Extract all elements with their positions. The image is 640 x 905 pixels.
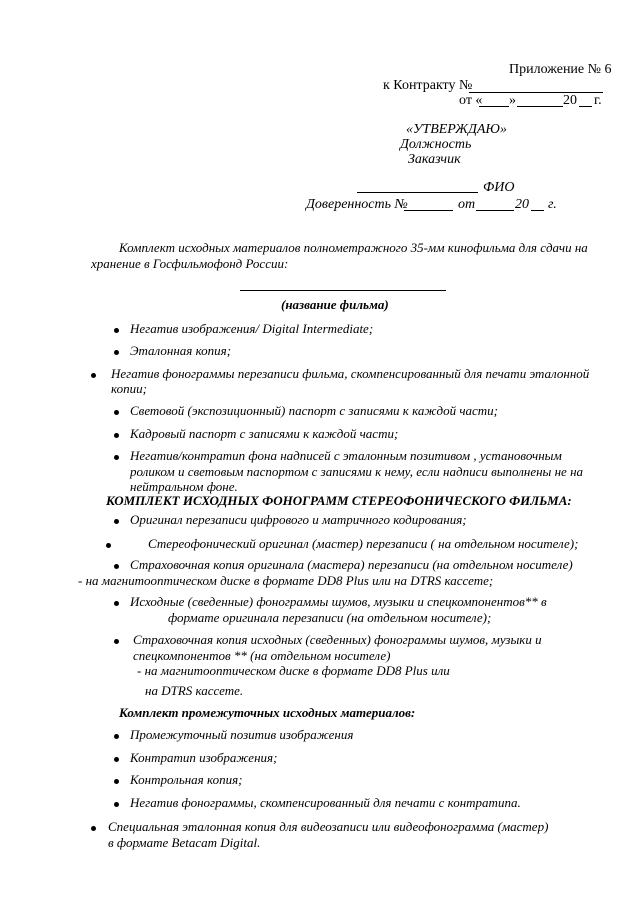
bullet-icon (114, 433, 119, 438)
appendix-number: Приложение № 6 (509, 62, 612, 77)
film-name-caption: (название фильма) (281, 297, 389, 312)
list-item: Промежуточный позитив изображения (130, 727, 354, 742)
list-item-continuation: формате оригинала перезаписи (на отдельном носителе); (168, 610, 492, 625)
list-item: Специальная эталонная копия для видеозаписи или видеофонограмма (мастер) (108, 819, 549, 834)
list-item: Эталонная копия; (130, 343, 232, 358)
poa-from-label: от (458, 197, 476, 212)
bullet-icon (114, 757, 119, 762)
list-item: Страховочная копия оригинала (мастера) перезаписи (на отдельном носителе) (130, 557, 573, 572)
position-label: Должность (400, 137, 472, 152)
list-item: Контрольная копия; (130, 772, 243, 787)
contract-year-suffix: г. (594, 93, 602, 108)
list-item-continuation: в формате Betacam Digital. (108, 835, 261, 850)
contract-day-line (479, 106, 509, 107)
approve-label: «УТВЕРЖДАЮ» (406, 122, 507, 137)
power-of-attorney-label: Доверенность № (306, 197, 408, 212)
list-item-continuation: - на магнитооптическом диске в формате DD8 Plus или (137, 663, 450, 678)
contract-number-line (469, 92, 603, 93)
bullet-icon (114, 639, 119, 644)
list-item: Негатив фонограммы, скомпенсированный для печати с контратипа. (130, 795, 521, 810)
list-item-continuation: на DTRS кассете. (145, 683, 244, 698)
fio-label: ФИО (483, 180, 515, 195)
list-item-continuation: спецкомпонентов ** (на отдельном носителе) (133, 648, 391, 663)
list-item: Страховочная копия исходных (сведенных) фонограммы шумов, музыки и (133, 632, 542, 647)
list-item-continuation: - на магнитооптическом диске в формате DD8 Plus или на DTRS кассете; (78, 573, 494, 588)
contract-label: к Контракту № (383, 78, 473, 93)
list-item: Световой (экспозиционный) паспорт с записями к каждой части; (130, 403, 499, 418)
list-item: Контратип изображения; (130, 750, 278, 765)
bullet-icon (114, 519, 119, 524)
list-item: Негатив изображения/ Digital Intermediate; (130, 321, 374, 336)
bullet-icon (106, 543, 111, 548)
contract-month-line (517, 106, 563, 107)
bullet-icon (114, 802, 119, 807)
contract-date-prefix: от « (459, 93, 483, 108)
bullet-icon (114, 601, 119, 606)
film-name-line (240, 290, 446, 291)
poa-year-suffix: г. (548, 197, 557, 212)
bullet-icon (114, 410, 119, 415)
bullet-icon (91, 373, 96, 378)
intro-line-1: Комплект исходных материалов полнометражного 35-мм кинофильма для сдачи на (119, 240, 588, 255)
signature-line (357, 192, 478, 193)
list-item-continuation: роликом и световым паспортом с записями к нему, если надписи выполнены не на (130, 464, 584, 479)
bullet-icon (114, 564, 119, 569)
contract-year-line (579, 106, 592, 107)
poa-year-line (531, 210, 544, 211)
list-item: Оригинал перезаписи цифрового и матричного кодирования; (130, 512, 467, 527)
section-2-title: КОМПЛЕКТ ИСХОДНЫХ ФОНОГРАММ СТЕРЕОФОНИЧЕСКОГО ФИЛЬМА: (106, 493, 572, 508)
list-item: Негатив/контратип фона надписей с эталонным позитивом , установочным (130, 448, 562, 463)
list-item: Кадровый паспорт с записями к каждой части; (130, 426, 399, 441)
list-item: Стереофонический оригинал (мастер) перезаписи ( на отдельном носителе); (148, 536, 579, 551)
bullet-icon (114, 779, 119, 784)
contract-date-mid: » (509, 93, 516, 108)
poa-number-line (404, 210, 453, 211)
customer-label: Заказчик (408, 152, 461, 167)
list-item: Негатив фонограммы перезаписи фильма, скомпенсированный для печати эталонной (111, 366, 590, 381)
list-item: Исходные (сведенные) фонограммы шумов, музыки и спецкомпонентов** в (130, 594, 547, 609)
bullet-icon (114, 455, 119, 460)
bullet-icon (114, 328, 119, 333)
section-3-title: Комплект промежуточных исходных материалов: (119, 705, 416, 720)
list-item-continuation: копии; (111, 381, 147, 396)
intro-line-2: хранение в Госфильмофонд России: (91, 256, 289, 271)
bullet-icon (114, 350, 119, 355)
poa-year-prefix: 20 (515, 197, 529, 212)
contract-year-prefix: 20 (563, 93, 577, 108)
list-item-continuation: нейтральном фоне. (130, 479, 238, 494)
bullet-icon (114, 734, 119, 739)
poa-date-line (476, 210, 514, 211)
bullet-icon (91, 826, 96, 831)
